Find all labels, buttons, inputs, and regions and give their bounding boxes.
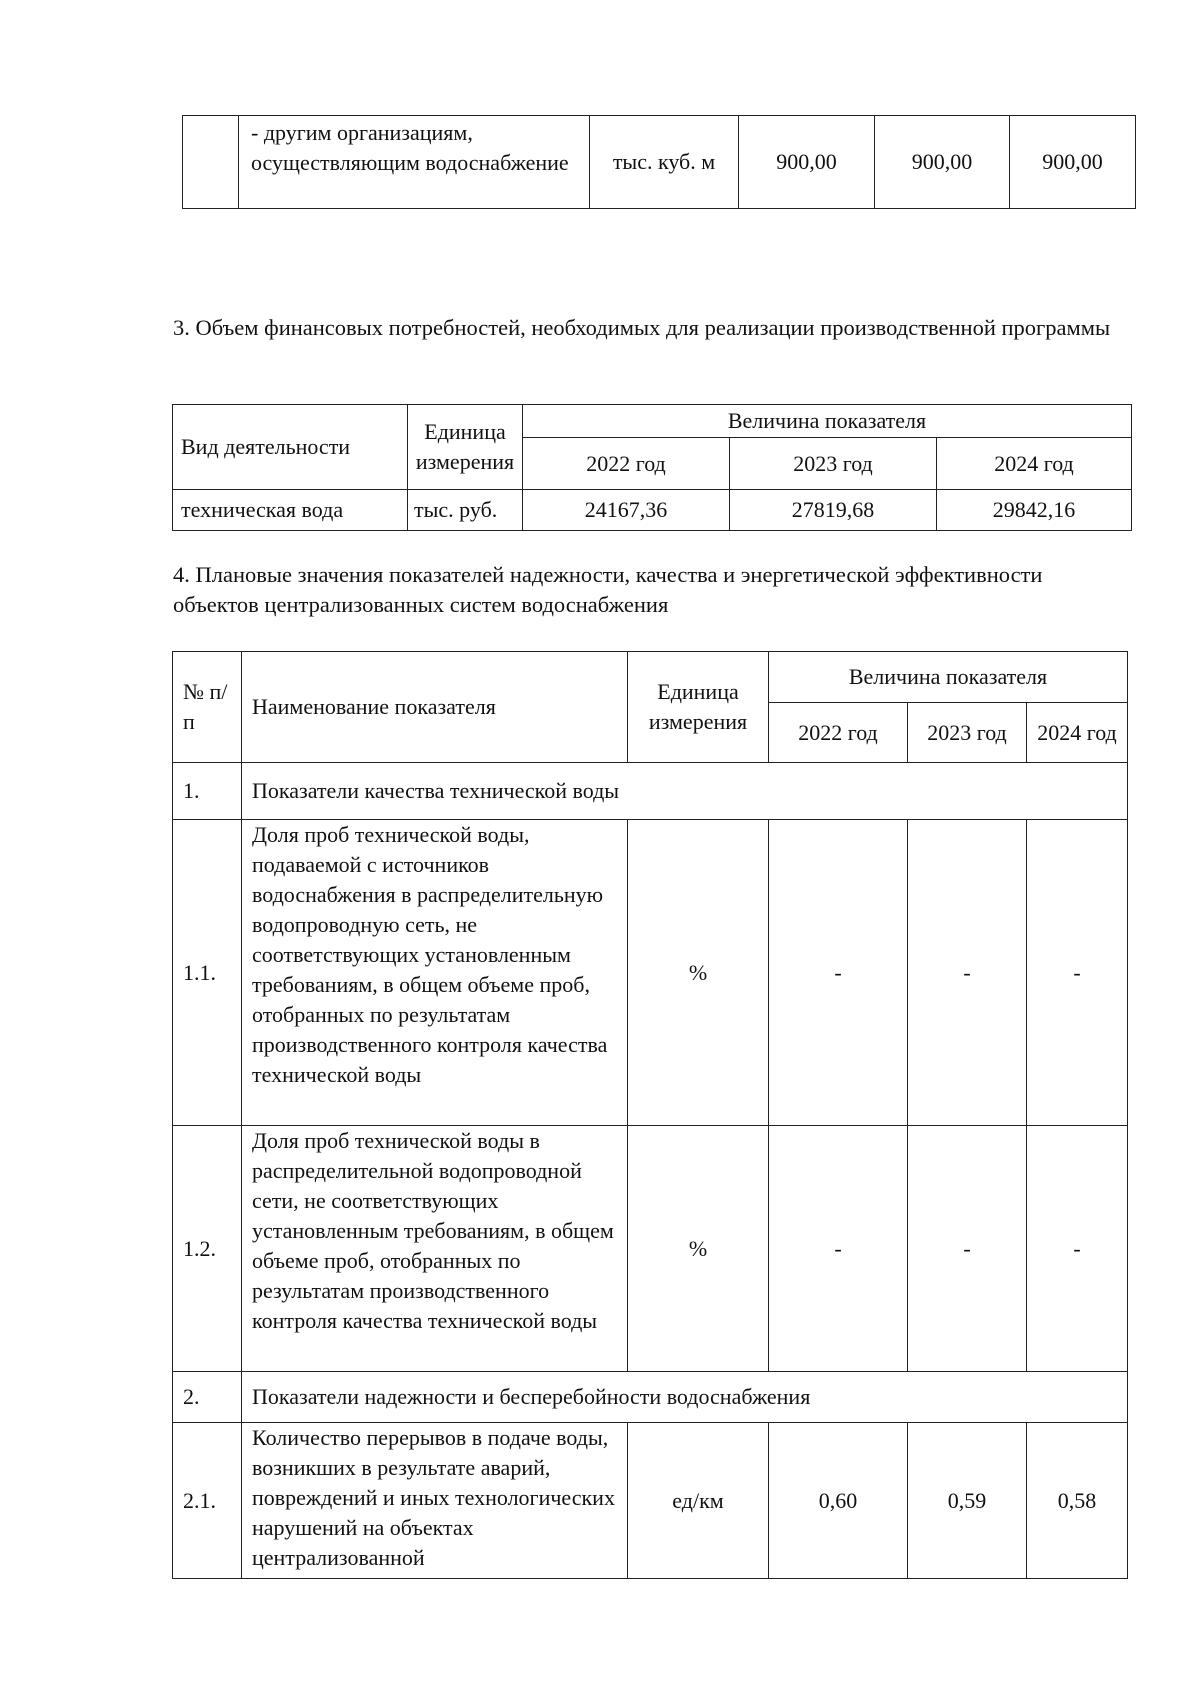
section-title: Показатели надежности и бесперебойности водоснабжения	[242, 1372, 1128, 1423]
header-activity: Вид деятельности	[173, 405, 408, 490]
table-row	[173, 1126, 1128, 1372]
row-number: 1.1.	[173, 820, 242, 1126]
water-volume-table-continuation	[182, 115, 1136, 209]
row-indicator-name: Доля проб технической воды, подаваемой с источников водоснабжения в распределительную водопроводную сеть, не соответствующих установленным требованиям, в общем объеме проб, отобранных по результатам производственного контроля качества технической воды	[242, 820, 628, 1126]
header-unit: Единица измерения	[628, 652, 769, 763]
value-2023-cell: 900,00	[875, 116, 1010, 209]
section-number: 1.	[173, 763, 242, 820]
header-indicator-name: Наименование показателя	[242, 652, 628, 763]
header-value: Величина показателя	[523, 405, 1132, 438]
table-header-row	[173, 652, 1128, 703]
row-unit-cell: тыс. куб. м	[590, 116, 739, 209]
value-2022: -	[769, 820, 908, 1126]
value-2022: 24167,36	[523, 490, 730, 531]
header-value: Величина показателя	[769, 652, 1128, 703]
value-2022: -	[769, 1126, 908, 1372]
row-unit: %	[628, 820, 769, 1126]
value-2023: -	[908, 820, 1027, 1126]
section-3-heading: 3. Объем финансовых потребностей, необходимых для реализации производственной программы	[173, 315, 1111, 340]
value-2023: 27819,68	[730, 490, 937, 531]
row-number: 2.1.	[173, 1423, 242, 1579]
row-unit: тыс. руб.	[408, 490, 523, 531]
table-row	[173, 1423, 1128, 1579]
section-row	[173, 1372, 1128, 1423]
table-header-row	[173, 405, 1132, 438]
section-4-heading: 4. Плановые значения показателей надежности, качества и энергетической эффективности объектов централизованных систем водоснабжения	[173, 562, 1043, 617]
header-year-2024: 2024 год	[1027, 703, 1128, 763]
row-name-cell: - другим организациям, осуществляющим водоснабжение	[239, 116, 590, 209]
table-row	[173, 820, 1128, 1126]
header-number: № п/п	[173, 652, 242, 763]
table-row	[173, 490, 1132, 531]
table-row	[183, 116, 1136, 209]
row-unit: %	[628, 1126, 769, 1372]
section-title: Показатели качества технической воды	[242, 763, 1128, 820]
header-year-2022: 2022 год	[523, 438, 730, 490]
row-indicator-name: Количество перерывов в подаче воды, возникших в результате аварий, повреждений и иных технологических нарушений на объектах централизованной	[242, 1423, 628, 1579]
value-2023: -	[908, 1126, 1027, 1372]
header-year-2023: 2023 год	[730, 438, 937, 490]
section-row	[173, 763, 1128, 820]
section-number: 2.	[173, 1372, 242, 1423]
row-number-cell	[183, 116, 239, 209]
value-2024: -	[1027, 820, 1128, 1126]
value-2024: 0,58	[1027, 1423, 1128, 1579]
value-2024: -	[1027, 1126, 1128, 1372]
header-year-2022: 2022 год	[769, 703, 908, 763]
indicators-table	[172, 651, 1128, 1579]
financial-needs-table	[172, 404, 1132, 531]
value-2022: 0,60	[769, 1423, 908, 1579]
row-number: 1.2.	[173, 1126, 242, 1372]
value-2023: 0,59	[908, 1423, 1027, 1579]
row-unit: ед/км	[628, 1423, 769, 1579]
value-2024-cell: 900,00	[1010, 116, 1136, 209]
row-activity: техническая вода	[173, 490, 408, 531]
value-2024: 29842,16	[937, 490, 1132, 531]
value-2022-cell: 900,00	[739, 116, 875, 209]
header-year-2024: 2024 год	[937, 438, 1132, 490]
header-year-2023: 2023 год	[908, 703, 1027, 763]
row-indicator-name: Доля проб технической воды в распределительной водопроводной сети, не соответствующих установленным требованиям, в общем объеме проб, отобранных по результатам производственного контроля качества технической воды	[242, 1126, 628, 1372]
header-unit: Единица измерения	[408, 405, 523, 490]
